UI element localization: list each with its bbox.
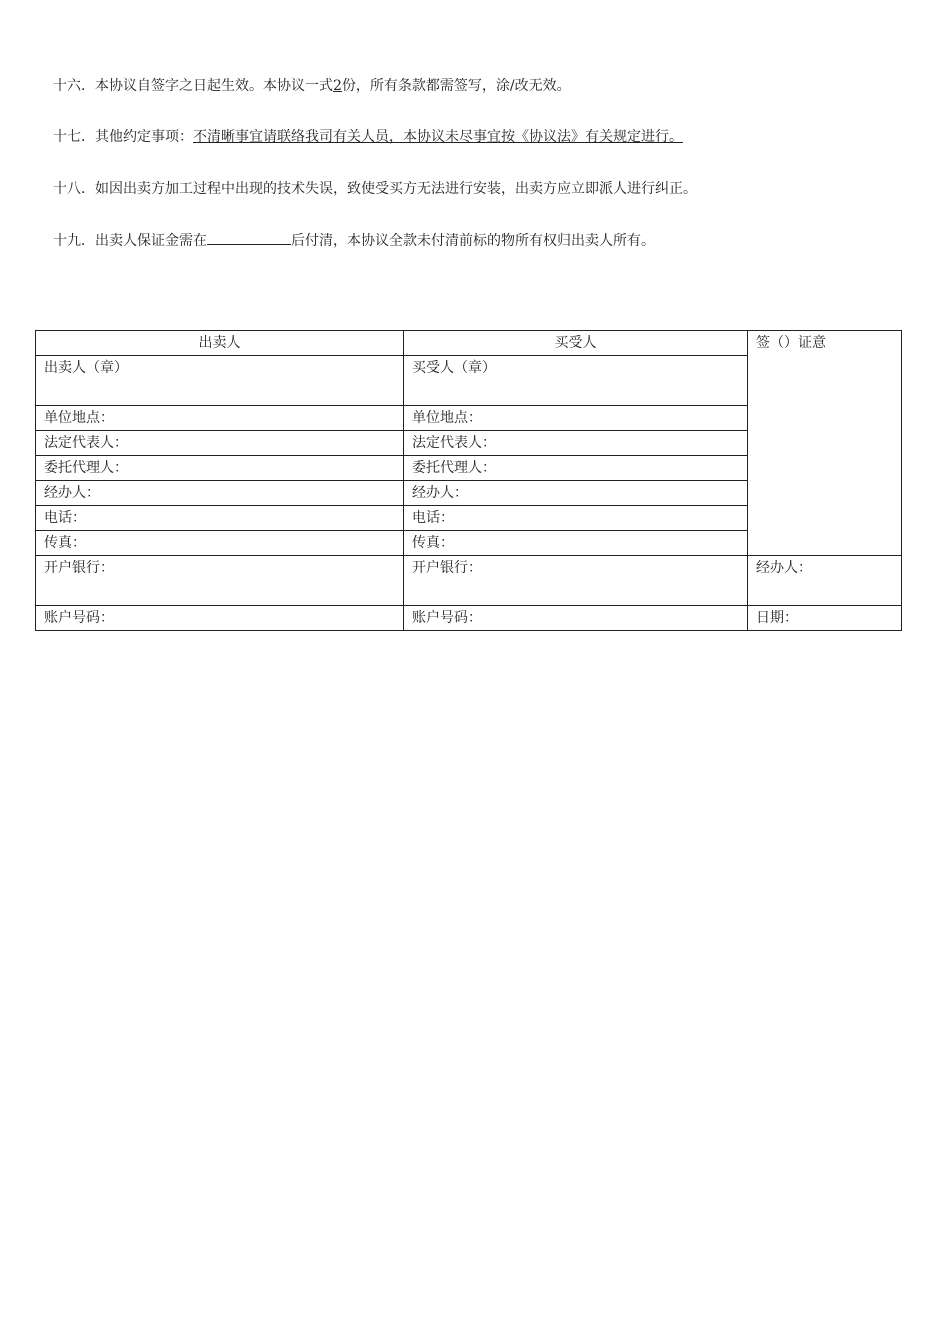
clause-number: 十九． xyxy=(53,233,95,249)
buyer-account-cell: 账户号码： xyxy=(404,606,748,631)
clause-text: 份，所有条款都需签写，涂/改无效。 xyxy=(341,78,571,94)
buyer-header: 买受人 xyxy=(404,331,748,356)
clause-text: 后付清，本协议全款未付清前标的物所有权归出卖人所有。 xyxy=(291,233,655,249)
seller-account-cell: 账户号码： xyxy=(36,606,404,631)
buyer-seal-cell: 买受人（章） xyxy=(404,356,748,406)
seller-handler-cell: 经办人： xyxy=(36,481,404,506)
clause-18 xyxy=(53,179,697,199)
clause-label: 其他约定事项： xyxy=(95,129,193,145)
seller-header: 出卖人 xyxy=(36,331,404,356)
seller-agent-cell: 委托代理人： xyxy=(36,456,404,481)
clause-number: 十八． xyxy=(53,181,95,197)
seller-seal-cell: 出卖人（章） xyxy=(36,356,404,406)
clause-number: 十六． xyxy=(53,78,95,94)
seller-fax-cell: 传真： xyxy=(36,531,404,556)
clause-16 xyxy=(53,76,571,96)
buyer-legal-rep-cell: 法定代表人： xyxy=(404,431,748,456)
table-row xyxy=(36,556,902,606)
buyer-fax-cell: 传真： xyxy=(404,531,748,556)
seller-legal-rep-cell: 法定代表人： xyxy=(36,431,404,456)
certification-header: 签（）证意 xyxy=(748,331,902,556)
buyer-address-cell: 单位地点： xyxy=(404,406,748,431)
clause-text: 如因出卖方加工过程中出现的技术失误，致使受买方无法进行安装，出卖方应立即派人进行纠正。 xyxy=(95,181,697,197)
seller-bank-cell: 开户银行： xyxy=(36,556,404,606)
clause-text: 出卖人保证金需在 xyxy=(95,233,207,249)
payment-date-blank xyxy=(207,230,291,245)
clause-19 xyxy=(53,230,655,251)
table-header-row xyxy=(36,331,902,356)
seller-phone-cell: 电话： xyxy=(36,506,404,531)
buyer-agent-cell: 委托代理人： xyxy=(404,456,748,481)
buyer-bank-cell: 开户银行： xyxy=(404,556,748,606)
clause-number: 十七． xyxy=(53,129,95,145)
clause-17 xyxy=(53,127,703,147)
copies-count: 2 xyxy=(333,78,342,94)
buyer-handler-cell: 经办人： xyxy=(404,481,748,506)
signature-table xyxy=(35,330,902,631)
cert-handler-cell: 经办人： xyxy=(748,556,902,606)
clause-underlined-text: 不清晰事宜请联络我司有关人员，本协议未尽事宜按《协议法》有关规定进行。 xyxy=(193,129,683,145)
table-row xyxy=(36,606,902,631)
clause-text: 本协议自签字之日起生效。本协议一式 xyxy=(95,78,333,94)
buyer-phone-cell: 电话： xyxy=(404,506,748,531)
cert-date-cell: 日期： xyxy=(748,606,902,631)
seller-address-cell: 单位地点： xyxy=(36,406,404,431)
